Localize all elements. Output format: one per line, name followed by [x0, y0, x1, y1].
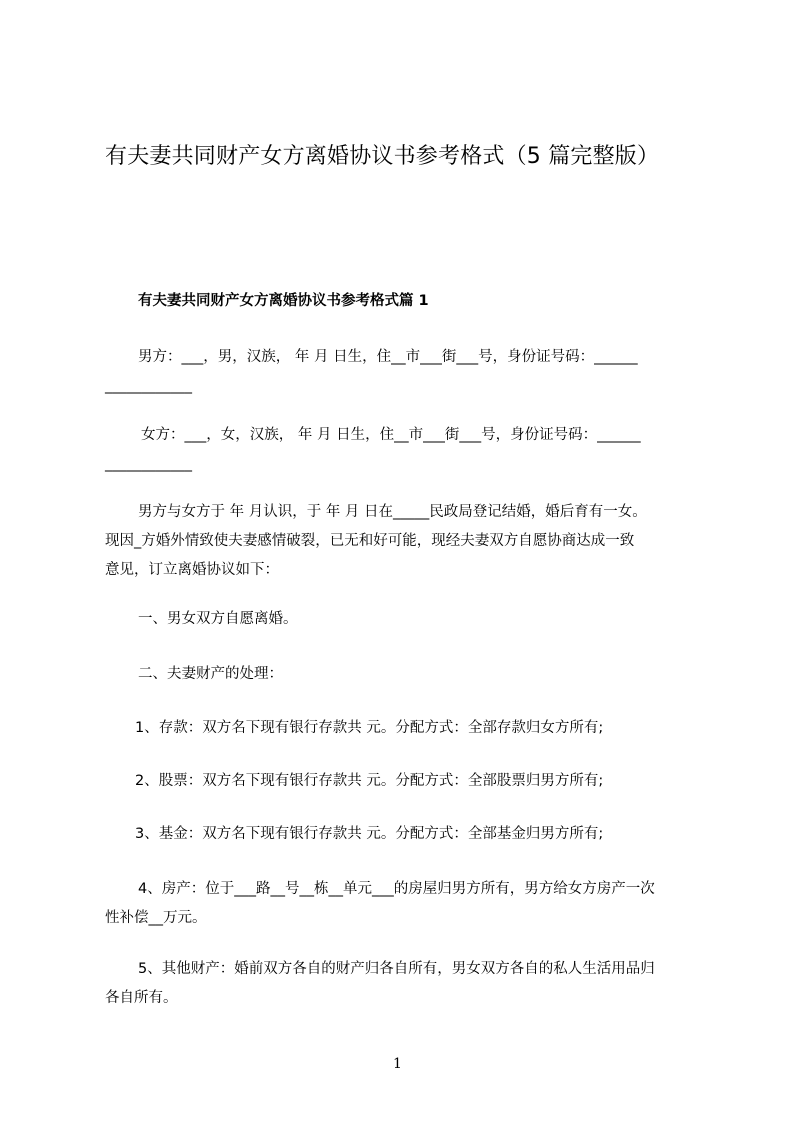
clause-real-estate — [105, 875, 710, 933]
clause-deposits — [105, 714, 710, 743]
paragraph-line: 女方：___，女，汉族， 年 月 日生，住__市___街___号，身份证号码：______ — [141, 427, 641, 443]
clause-stocks — [105, 767, 710, 796]
paragraph-line: ____________ — [105, 456, 192, 472]
paragraph-line: 1、存款：双方名下现有银行存款共 元。分配方式：全部存款归女方所有; — [135, 720, 604, 736]
paragraph-line: 二、夫妻财产的处理： — [138, 666, 283, 682]
document-title: 有夫妻共同财产女方离婚协议书参考格式（5 篇完整版） — [105, 144, 660, 169]
paragraph-line: 一、男女双方自愿离婚。 — [138, 611, 298, 627]
paragraph-line: 意见，订立离婚协议如下： — [105, 562, 279, 578]
paragraph-wife-info — [105, 421, 710, 479]
clause-voluntary-divorce — [105, 605, 710, 634]
paragraph-line: 男方：___，男，汉族， 年 月 日生，住__市___街___号，身份证号码：______ — [138, 349, 638, 365]
paragraph-line: 各自所有。 — [105, 990, 178, 1006]
clause-property-heading — [105, 660, 710, 689]
page-number: 1 — [393, 1056, 402, 1072]
paragraph-line: 现因_方婚外情致使夫妻感情破裂，已无和好可能，现经夫妻双方自愿协商达成一致 — [105, 533, 635, 549]
paragraph-line: 3、基金：双方名下现有银行存款共 元。分配方式：全部基金归男方所有; — [135, 826, 604, 842]
paragraph-line: ____________ — [105, 378, 192, 394]
paragraph-line: 4、房产：位于___路__号__栋__单元___的房屋归男方所有，男方给女方房产一次 — [138, 881, 655, 897]
clause-other-property — [105, 955, 710, 1013]
paragraph-marriage-background — [105, 498, 710, 585]
paragraph-line: 2、股票：双方名下现有银行存款共 元。分配方式：全部股票归男方所有; — [135, 773, 604, 789]
paragraph-line: 5、其他财产：婚前双方各自的财产归各自所有，男女双方各自的私人生活用品归 — [138, 961, 655, 977]
paragraph-line: 性补偿__万元。 — [105, 910, 207, 926]
paragraph-husband-info — [105, 343, 710, 401]
paragraph-line: 男方与女方于 年 月认识，于 年 月 日在_____民政局登记结婚，婚后育有一女。 — [138, 504, 647, 520]
clause-funds — [105, 820, 710, 849]
section-heading: 有夫妻共同财产女方离婚协议书参考格式篇 1 — [138, 293, 429, 309]
